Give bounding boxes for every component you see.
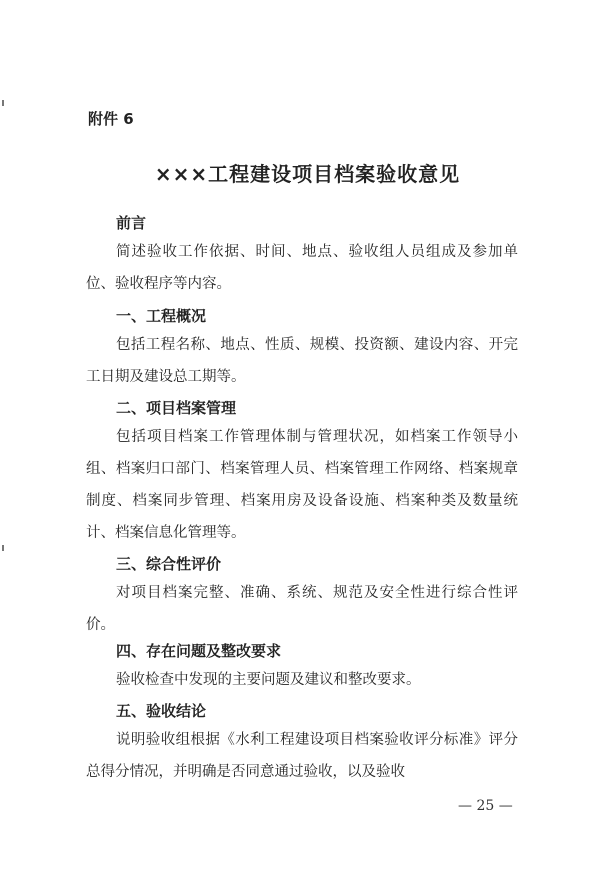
page-number: — 25 — [458,798,513,814]
scan-edge-mark [2,545,4,551]
section-body-text: 对项目档案完整、准确、系统、规范及安全性进行综合性评价。 [86,585,518,633]
attachment-label: 附件 6 [88,110,134,128]
section-body-preface [86,236,518,300]
section-body-issues [86,664,518,696]
section-heading-preface: 前言 [116,214,147,232]
section-body-text: 说明验收组根据《水利工程建设项目档案验收评分标准》评分总得分情况，并明确是否同意通过验收，以及验收 [86,732,518,780]
section-body-text: 简述验收工作依据、时间、地点、验收组人员组成及参加单位、验收程序等内容。 [86,244,518,292]
section-heading-issues: 四、存在问题及整改要求 [116,642,282,660]
section-heading-evaluation: 三、综合性评价 [116,555,222,573]
section-heading-conclusion: 五、验收结论 [116,702,207,720]
section-body-overview [86,329,518,393]
section-heading-overview: 一、工程概况 [116,307,207,325]
scan-edge-mark [2,100,4,106]
section-heading-archive-management: 二、项目档案管理 [116,399,237,417]
section-body-evaluation [86,577,518,641]
section-body-text: 包括工程名称、地点、性质、规模、投资额、建设内容、开完工日期及建设总工期等。 [86,337,518,385]
document-title: ×××工程建设项目档案验收意见 [154,162,461,186]
section-body-text: 验收检查中发现的主要问题及建议和整改要求。 [116,672,421,688]
section-body-text: 包括项目档案工作管理体制与管理状况，如档案工作领导小组、档案归口部门、档案管理人员、档案管理工作网络、档案规章制度、档案同步管理、档案用房及设备设施、档案种类及数量统计、档案信息化管理等。 [86,429,518,541]
section-body-conclusion [86,724,518,788]
section-body-archive-management [86,421,518,549]
